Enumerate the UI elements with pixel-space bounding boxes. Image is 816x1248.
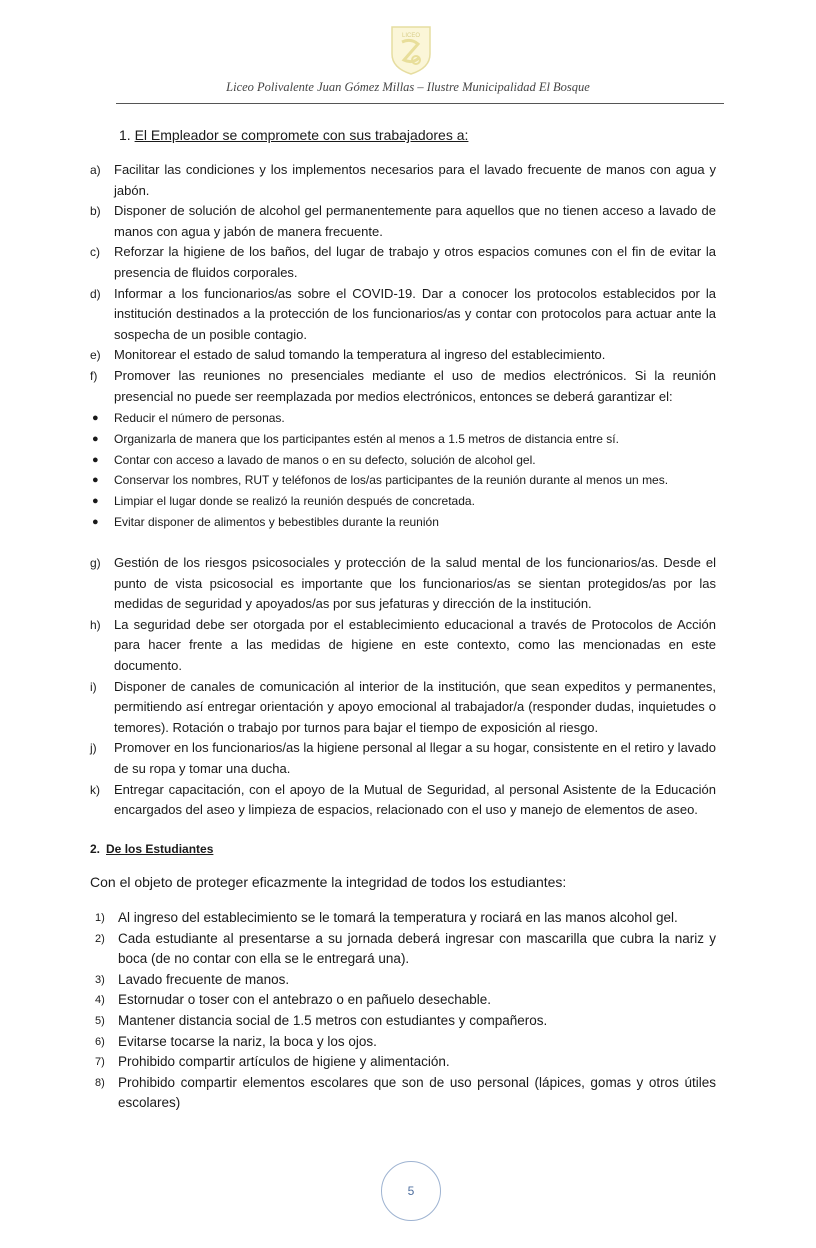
- section-2-heading: [90, 842, 213, 856]
- section-1-title: El Empleador se compromete con sus trabajadores a:: [134, 127, 469, 143]
- list-item: i) Disponer de canales de comunicación al interior de la institución, que sean expeditos y permanentes, permitiendo así entregar orientación y apoyo emocional al trabajador/a (responder dudas, inquietudes o temores). Rotación o trabajo por turnos para bajar el tiempo de exposición al riesgo.: [90, 678, 716, 735]
- header-divider: [116, 103, 724, 104]
- section-2-number: 2.: [90, 842, 101, 856]
- list-item: 2) Cada estudiante al presentarse a su jornada deberá ingresar con mascarilla que cubra la nariz y boca (de no contar con ella se le entregará una).: [95, 930, 716, 967]
- svg-text:LICEO: LICEO: [401, 33, 421, 39]
- list-item: d) Informar a los funcionarios/as sobre el COVID-19. Dar a conocer los protocolos establecidos por la institución destinados a la protección de los funcionarios/as y contar con protocolos para actuar ante la sospecha de un posible contagio.: [90, 285, 716, 342]
- employer-commitments-list: [90, 160, 716, 407]
- bullet-icon: ●: [92, 432, 99, 445]
- list-item: f) Promover las reuniones no presenciales mediante el uso de medios electrónicos. Si la reunión presencial no puede ser reemplazada por medios electrónicos, entonces se deberá garantizar el:: [90, 367, 716, 404]
- bullet-icon: ●: [92, 474, 99, 487]
- section-2-intro: Con el objeto de proteger eficazmente la integridad de todos los estudiantes:: [90, 874, 567, 890]
- list-item: 5) Mantener distancia social de 1.5 metros con estudiantes y compañeros.: [95, 1012, 548, 1028]
- list-item: b) Disponer de solución de alcohol gel permanentemente para aquellos que no tienen acceso a lavado de manos con agua y jabón de manera frecuente.: [90, 203, 716, 239]
- list-item: a) Facilitar las condiciones y los implementos necesarios para el lavado frecuente de manos con agua y jabón.: [90, 162, 716, 198]
- list-item: k) Entregar capacitación, con el apoyo de la Mutual de Seguridad, al personal Asistente de la Educación encargados del aseo y limpieza de espacios, relacionado con el uso y manejo de elementos de aseo.: [90, 781, 716, 818]
- section-1-number: 1.: [119, 127, 131, 143]
- bullet-item: ● Limpiar el lugar donde se realizó la reunión después de concretada.: [90, 491, 716, 512]
- employer-commitments-list-continued: [90, 553, 716, 821]
- list-item: 8) Prohibido compartir elementos escolares que son de uso personal (lápices, gomas y otros útiles escolares): [95, 1074, 716, 1111]
- section-1-heading: [119, 127, 468, 143]
- list-item: h) La seguridad debe ser otorgada por el establecimiento educacional a través de Protocolos de Acción para hacer frente a las medidas de higiene en este contexto, como las mencionadas en este documento.: [90, 616, 716, 673]
- bullet-item: ● Organizarla de manera que los participantes estén al menos a 1.5 metros de distancia entre sí.: [90, 429, 716, 450]
- list-item: j) Promover en los funcionarios/as la higiene personal al llegar a su hogar, consistente en el retiro y lavado de su ropa y tomar una ducha.: [90, 740, 716, 776]
- school-logo: [388, 24, 434, 76]
- bullet-item: ● Evitar disponer de alimentos y bebestibles durante la reunión: [90, 512, 716, 533]
- list-item: 6) Evitarse tocarse la nariz, la boca y los ojos.: [95, 1033, 377, 1049]
- list-item: g) Gestión de los riesgos psicosociales y protección de la salud mental de los funcionarios/as. Desde el punto de vista psicosocial es importante que los funcionarios/as se sientan protegidos/as por las medidas de seguridad y apoyados/as por sus jefaturas y dirección de la institución.: [90, 555, 716, 612]
- meeting-requirements-list: [90, 408, 716, 533]
- list-item: 3) Lavado frecuente de manos.: [95, 971, 290, 987]
- page-number: 5: [407, 1184, 415, 1198]
- bullet-icon: ●: [92, 453, 99, 466]
- student-measures-list: [90, 908, 716, 1114]
- bullet-icon: ●: [92, 515, 99, 528]
- bullet-item: ● Conservar los nombres, RUT y teléfonos de los/as participantes de la reunión durante al menos un mes.: [90, 470, 716, 491]
- bullet-item: ● Contar con acceso a lavado de manos o en su defecto, solución de alcohol gel.: [90, 450, 716, 471]
- header-title: Liceo Polivalente Juan Gómez Millas – Ilustre Municipalidad El Bosque: [226, 80, 590, 94]
- section-2-title: De los Estudiantes: [106, 842, 214, 856]
- bullet-icon: ●: [92, 495, 99, 508]
- bullet-icon: ●: [92, 412, 99, 424]
- list-item: 7) Prohibido compartir artículos de higiene y alimentación.: [95, 1054, 450, 1070]
- list-item: c) Reforzar la higiene de los baños, del lugar de trabajo y otros espacios comunes con el fin de evitar la presencia de fluidos corporales.: [90, 244, 716, 280]
- bullet-item: ● Reducir el número de personas.: [90, 408, 716, 429]
- list-item: e) Monitorear el estado de salud tomando la temperatura al ingreso del establecimiento.: [90, 347, 606, 363]
- list-item: 1) Al ingreso del establecimiento se le tomará la temperatura y rociará en las manos alcohol gel.: [95, 910, 678, 925]
- list-item: 4) Estornudar o toser con el antebrazo o en pañuelo desechable.: [95, 992, 492, 1008]
